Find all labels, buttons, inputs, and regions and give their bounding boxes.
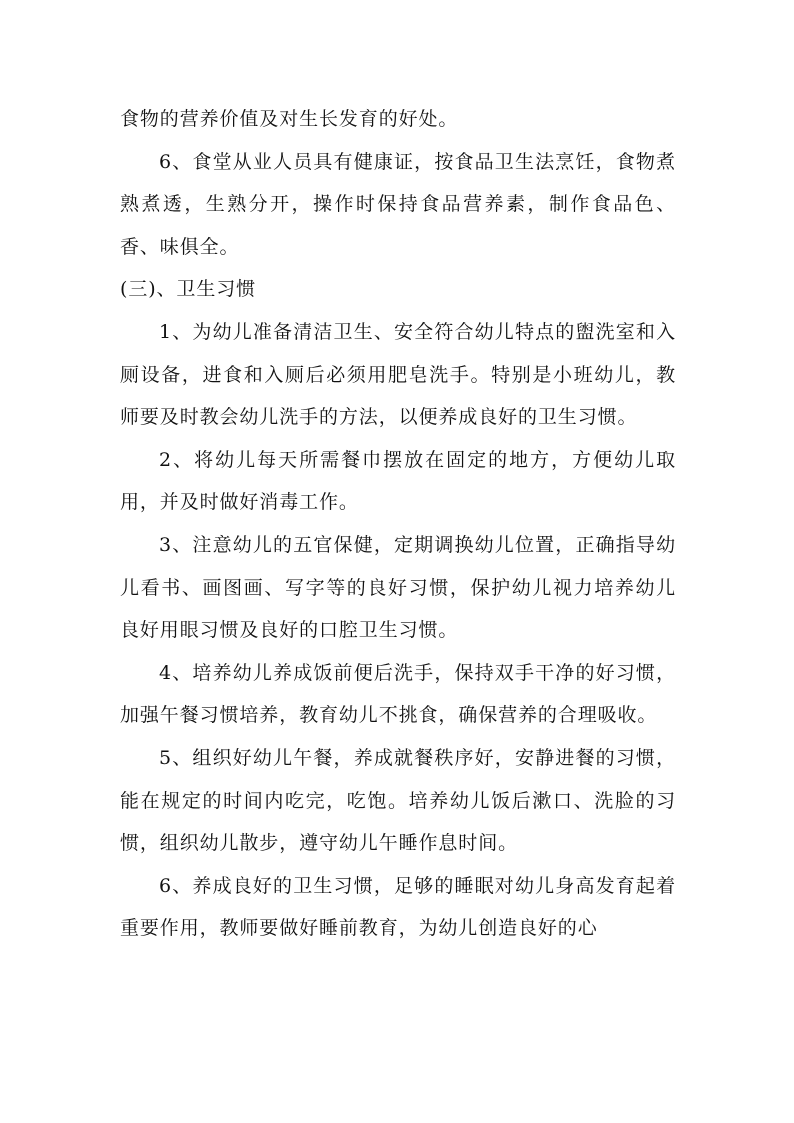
paragraph-item-2-napkins: 2、将幼儿每天所需餐巾摆放在固定的地方，方便幼儿取用，并及时做好消毒工作。 <box>120 448 676 514</box>
paragraph-item-3-vision: 3、注意幼儿的五官保健，定期调换幼儿位置，正确指导幼儿看书、画图画、写字等的良好习惯，保护幼儿视力培养幼儿良好用眼习惯及良好的口腔卫生习惯。 <box>120 533 676 642</box>
paragraph-item-6-canteen: 6、食堂从业人员具有健康证，按食品卫生法烹饪，食物煮熟煮透，生熟分开，操作时保持食品营养素，制作食品色、香、味俱全。 <box>120 150 676 258</box>
paragraph-item-5-lunch: 5、组织好幼儿午餐，养成就餐秩序好，安静进餐的习惯，能在规定的时间内吃完，吃饱。培养幼儿饭后漱口、洗脸的习惯，组织幼儿散步，遵守幼儿午睡作息时间。 <box>120 746 676 855</box>
paragraph-item-1-washroom: 1、为幼儿准备清洁卫生、安全符合幼儿特点的盥洗室和入厕设备，进食和入厕后必须用肥皂洗手。特别是小班幼儿，教师要及时教会幼儿洗手的方法，以便养成良好的卫生习惯。 <box>120 320 676 429</box>
document-body <box>120 98 676 950</box>
section-heading-hygiene-habits: (三)、卫生习惯 <box>120 278 257 301</box>
paragraph-item-6-sleep: 6、养成良好的卫生习惯，足够的睡眠对幼儿身高发育起着重要作用，教师要做好睡前教育，为幼儿创造良好的心 <box>120 874 676 940</box>
paragraph-continuation: 食物的营养价值及对生长发育的好处。 <box>120 108 459 130</box>
paragraph-item-4-handwashing: 4、培养幼儿养成饭前便后洗手，保持双手干净的好习惯，加强午餐习惯培养，教育幼儿不挑食，确保营养的合理吸收。 <box>120 661 676 727</box>
